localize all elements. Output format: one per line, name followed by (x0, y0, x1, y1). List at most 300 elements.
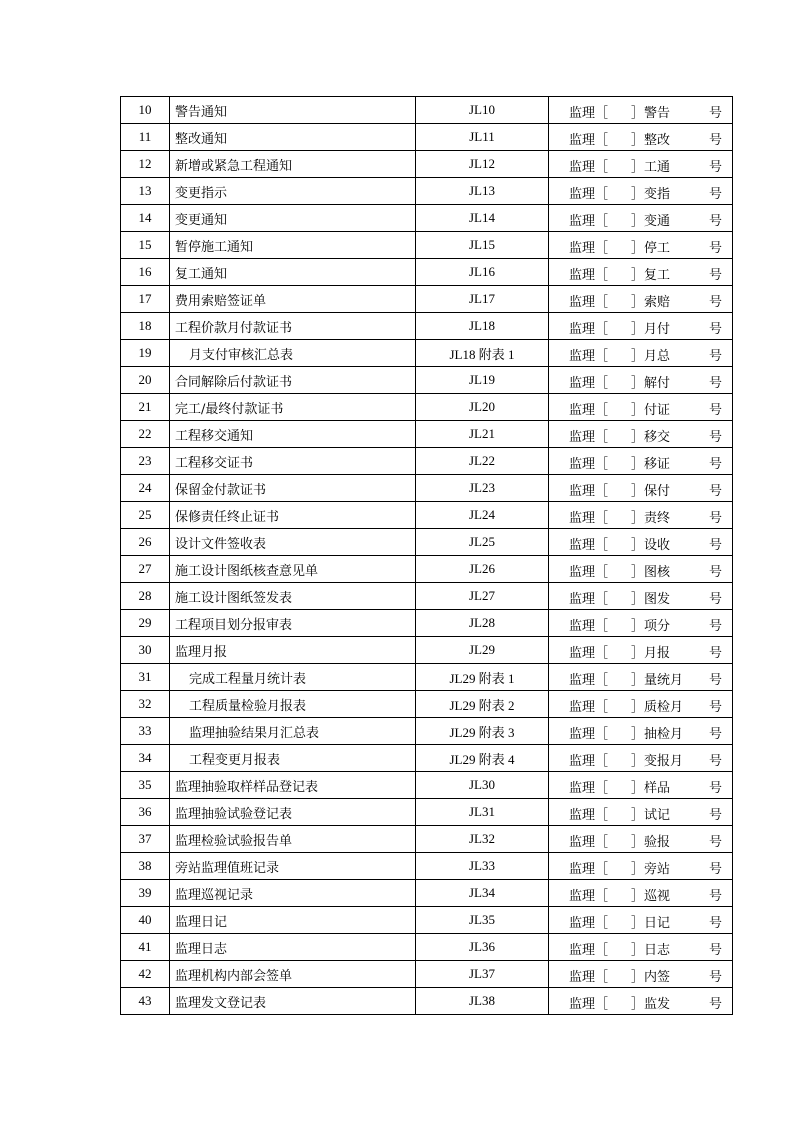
number-format-wrap (549, 286, 732, 312)
number-suffix: 号 (709, 835, 723, 850)
number-abbreviation: ］移交 (631, 430, 671, 445)
form-name: 施工设计图纸核查意见单 (170, 556, 416, 583)
number-suffix: 号 (709, 241, 723, 256)
table-row (121, 367, 733, 394)
document-number-format (549, 421, 733, 448)
form-name: 变更通知 (170, 205, 416, 232)
number-suffix: 号 (709, 160, 723, 175)
number-format-wrap (549, 934, 732, 960)
row-number: 43 (121, 988, 170, 1015)
table-row (121, 529, 733, 556)
number-prefix: 监理［ (569, 754, 609, 769)
document-number-format (549, 745, 733, 772)
number-abbreviation: ］项分 (631, 619, 671, 634)
number-suffix: 号 (709, 619, 723, 634)
document-number-format (549, 826, 733, 853)
number-format-wrap (549, 745, 732, 771)
row-number: 31 (121, 664, 170, 691)
form-name: 监理抽验取样样品登记表 (170, 772, 416, 799)
number-format-wrap (549, 664, 732, 690)
form-name: 监理检验试验报告单 (170, 826, 416, 853)
number-abbreviation: ］责终 (631, 511, 671, 526)
document-number-format (549, 988, 733, 1015)
row-number: 24 (121, 475, 170, 502)
table-row (121, 880, 733, 907)
number-format-wrap (549, 448, 732, 474)
number-format-wrap (549, 556, 732, 582)
number-suffix: 号 (709, 403, 723, 418)
number-prefix: 监理［ (569, 970, 609, 985)
number-prefix: 监理［ (569, 241, 609, 256)
number-prefix: 监理［ (569, 133, 609, 148)
document-number-format (549, 691, 733, 718)
form-name: 工程项目划分报审表 (170, 610, 416, 637)
form-name: 复工通知 (170, 259, 416, 286)
form-code: JL18 附表 1 (416, 340, 549, 367)
table-row (121, 394, 733, 421)
number-suffix: 号 (709, 214, 723, 229)
number-abbreviation: ］整改 (631, 133, 671, 148)
number-abbreviation: ］量统月 (631, 673, 684, 688)
number-abbreviation: ］设收 (631, 538, 671, 553)
number-format-wrap (549, 637, 732, 663)
form-code: JL29 (416, 637, 549, 664)
number-format-wrap (549, 988, 732, 1014)
number-prefix: 监理［ (569, 214, 609, 229)
form-code: JL25 (416, 529, 549, 556)
form-name: 保留金付款证书 (170, 475, 416, 502)
number-suffix: 号 (709, 700, 723, 715)
number-abbreviation: ］日记 (631, 916, 671, 931)
form-code: JL37 (416, 961, 549, 988)
form-name: 暂停施工通知 (170, 232, 416, 259)
number-suffix: 号 (709, 889, 723, 904)
form-name: 监理巡视记录 (170, 880, 416, 907)
document-number-format (549, 583, 733, 610)
number-format-wrap (549, 394, 732, 420)
document-number-format (549, 853, 733, 880)
form-code: JL33 (416, 853, 549, 880)
document-number-format (549, 772, 733, 799)
table-body (121, 97, 733, 1015)
number-suffix: 号 (709, 538, 723, 553)
number-format-wrap (549, 799, 732, 825)
table-row (121, 934, 733, 961)
number-abbreviation: ］月报 (631, 646, 671, 661)
form-code: JL29 附表 3 (416, 718, 549, 745)
form-name: 新增或紧急工程通知 (170, 151, 416, 178)
number-prefix: 监理［ (569, 106, 609, 121)
number-abbreviation: ］变通 (631, 214, 671, 229)
number-format-wrap (549, 718, 732, 744)
number-format-wrap (549, 205, 732, 231)
form-name: 月支付审核汇总表 (170, 340, 416, 367)
form-code: JL26 (416, 556, 549, 583)
row-number: 12 (121, 151, 170, 178)
number-format-wrap (549, 124, 732, 150)
number-abbreviation: ］变指 (631, 187, 671, 202)
row-number: 17 (121, 286, 170, 313)
document-number-format (549, 637, 733, 664)
number-prefix: 监理［ (569, 592, 609, 607)
number-abbreviation: ］复工 (631, 268, 671, 283)
form-code: JL28 (416, 610, 549, 637)
form-name: 监理日志 (170, 934, 416, 961)
row-number: 34 (121, 745, 170, 772)
number-abbreviation: ］质检月 (631, 700, 684, 715)
document-number-format (549, 880, 733, 907)
form-code: JL12 (416, 151, 549, 178)
row-number: 27 (121, 556, 170, 583)
number-abbreviation: ］样品 (631, 781, 671, 796)
number-abbreviation: ］日志 (631, 943, 671, 958)
number-format-wrap (549, 880, 732, 906)
number-format-wrap (549, 853, 732, 879)
form-code: JL13 (416, 178, 549, 205)
number-format-wrap (549, 610, 732, 636)
number-format-wrap (549, 529, 732, 555)
number-format-wrap (549, 475, 732, 501)
form-code: JL22 (416, 448, 549, 475)
table-row (121, 907, 733, 934)
row-number: 38 (121, 853, 170, 880)
number-prefix: 监理［ (569, 862, 609, 877)
form-name: 设计文件签收表 (170, 529, 416, 556)
document-number-format (549, 97, 733, 124)
row-number: 35 (121, 772, 170, 799)
form-code: JL17 (416, 286, 549, 313)
number-prefix: 监理［ (569, 295, 609, 310)
number-format-wrap (549, 907, 732, 933)
document-number-format (549, 961, 733, 988)
document-number-format (549, 394, 733, 421)
row-number: 37 (121, 826, 170, 853)
form-name: 工程变更月报表 (170, 745, 416, 772)
form-name: 工程价款月付款证书 (170, 313, 416, 340)
number-suffix: 号 (709, 187, 723, 202)
table-row (121, 313, 733, 340)
table-row (121, 205, 733, 232)
form-name: 监理抽验试验登记表 (170, 799, 416, 826)
row-number: 26 (121, 529, 170, 556)
row-number: 15 (121, 232, 170, 259)
number-suffix: 号 (709, 943, 723, 958)
table-row (121, 340, 733, 367)
table-row (121, 583, 733, 610)
form-name: 费用索赔签证单 (170, 286, 416, 313)
form-name: 监理发文登记表 (170, 988, 416, 1015)
number-suffix: 号 (709, 430, 723, 445)
form-code: JL16 (416, 259, 549, 286)
form-name: 完成工程量月统计表 (170, 664, 416, 691)
form-name: 合同解除后付款证书 (170, 367, 416, 394)
number-abbreviation: ］试记 (631, 808, 671, 823)
number-abbreviation: ］内签 (631, 970, 671, 985)
row-number: 40 (121, 907, 170, 934)
number-prefix: 监理［ (569, 430, 609, 445)
document-number-format (549, 340, 733, 367)
number-suffix: 号 (709, 457, 723, 472)
table-row (121, 745, 733, 772)
number-abbreviation: ］月付 (631, 322, 671, 337)
number-suffix: 号 (709, 646, 723, 661)
number-abbreviation: ］付证 (631, 403, 671, 418)
number-abbreviation: ］工通 (631, 160, 671, 175)
number-suffix: 号 (709, 322, 723, 337)
table-row (121, 124, 733, 151)
document-number-format (549, 313, 733, 340)
number-suffix: 号 (709, 592, 723, 607)
document-number-format (549, 664, 733, 691)
number-suffix: 号 (709, 808, 723, 823)
form-code: JL36 (416, 934, 549, 961)
number-prefix: 监理［ (569, 727, 609, 742)
number-suffix: 号 (709, 970, 723, 985)
document-number-format (549, 367, 733, 394)
number-prefix: 监理［ (569, 700, 609, 715)
row-number: 29 (121, 610, 170, 637)
form-code: JL29 附表 1 (416, 664, 549, 691)
number-prefix: 监理［ (569, 943, 609, 958)
form-code: JL21 (416, 421, 549, 448)
form-code: JL29 附表 2 (416, 691, 549, 718)
form-code: JL24 (416, 502, 549, 529)
number-prefix: 监理［ (569, 835, 609, 850)
number-suffix: 号 (709, 781, 723, 796)
form-name: 工程质量检验月报表 (170, 691, 416, 718)
row-number: 14 (121, 205, 170, 232)
number-prefix: 监理［ (569, 187, 609, 202)
number-abbreviation: ］索赔 (631, 295, 671, 310)
number-prefix: 监理［ (569, 376, 609, 391)
row-number: 19 (121, 340, 170, 367)
document-number-format (549, 259, 733, 286)
table-row (121, 151, 733, 178)
number-suffix: 号 (709, 754, 723, 769)
table-row (121, 421, 733, 448)
table-row (121, 259, 733, 286)
number-suffix: 号 (709, 106, 723, 121)
number-suffix: 号 (709, 565, 723, 580)
number-prefix: 监理［ (569, 673, 609, 688)
table-row (121, 664, 733, 691)
row-number: 10 (121, 97, 170, 124)
form-code: JL32 (416, 826, 549, 853)
number-abbreviation: ］变报月 (631, 754, 684, 769)
document-number-format (549, 529, 733, 556)
form-code: JL23 (416, 475, 549, 502)
number-prefix: 监理［ (569, 997, 609, 1012)
table-row (121, 475, 733, 502)
form-name: 警告通知 (170, 97, 416, 124)
row-number: 20 (121, 367, 170, 394)
number-format-wrap (549, 961, 732, 987)
number-suffix: 号 (709, 268, 723, 283)
number-format-wrap (549, 826, 732, 852)
form-name: 监理日记 (170, 907, 416, 934)
number-format-wrap (549, 772, 732, 798)
document-number-format (549, 475, 733, 502)
number-prefix: 监理［ (569, 916, 609, 931)
number-abbreviation: ］解付 (631, 376, 671, 391)
document-number-format (549, 286, 733, 313)
table-row (121, 97, 733, 124)
number-prefix: 监理［ (569, 808, 609, 823)
number-prefix: 监理［ (569, 781, 609, 796)
number-abbreviation: ］月总 (631, 349, 671, 364)
number-abbreviation: ］图发 (631, 592, 671, 607)
form-name: 施工设计图纸签发表 (170, 583, 416, 610)
number-prefix: 监理［ (569, 565, 609, 580)
table-row (121, 988, 733, 1015)
table-row (121, 232, 733, 259)
number-format-wrap (549, 421, 732, 447)
table-row (121, 448, 733, 475)
document-number-format (549, 610, 733, 637)
table-row (121, 610, 733, 637)
number-prefix: 监理［ (569, 457, 609, 472)
number-suffix: 号 (709, 916, 723, 931)
row-number: 11 (121, 124, 170, 151)
form-code: JL35 (416, 907, 549, 934)
number-prefix: 监理［ (569, 403, 609, 418)
table-row (121, 799, 733, 826)
form-name: 保修责任终止证书 (170, 502, 416, 529)
form-code: JL10 (416, 97, 549, 124)
form-code: JL38 (416, 988, 549, 1015)
number-prefix: 监理［ (569, 619, 609, 634)
number-format-wrap (549, 502, 732, 528)
row-number: 25 (121, 502, 170, 529)
number-suffix: 号 (709, 295, 723, 310)
document-number-format (549, 799, 733, 826)
document-number-format (549, 934, 733, 961)
number-prefix: 监理［ (569, 511, 609, 526)
table-row (121, 772, 733, 799)
table-row (121, 718, 733, 745)
number-suffix: 号 (709, 511, 723, 526)
document-number-format (549, 232, 733, 259)
number-format-wrap (549, 583, 732, 609)
document-number-format (549, 907, 733, 934)
row-number: 36 (121, 799, 170, 826)
number-suffix: 号 (709, 349, 723, 364)
number-prefix: 监理［ (569, 538, 609, 553)
form-name: 变更指示 (170, 178, 416, 205)
form-code: JL19 (416, 367, 549, 394)
form-code: JL18 (416, 313, 549, 340)
number-format-wrap (549, 367, 732, 393)
form-code: JL20 (416, 394, 549, 421)
number-abbreviation: ］旁站 (631, 862, 671, 877)
number-prefix: 监理［ (569, 349, 609, 364)
row-number: 33 (121, 718, 170, 745)
number-abbreviation: ］监发 (631, 997, 671, 1012)
row-number: 30 (121, 637, 170, 664)
document-number-format (549, 448, 733, 475)
number-suffix: 号 (709, 133, 723, 148)
table-row (121, 691, 733, 718)
form-code: JL15 (416, 232, 549, 259)
number-format-wrap (549, 313, 732, 339)
table-row (121, 178, 733, 205)
row-number: 16 (121, 259, 170, 286)
form-name: 监理机构内部会签单 (170, 961, 416, 988)
row-number: 28 (121, 583, 170, 610)
document-number-format (549, 718, 733, 745)
table-row (121, 826, 733, 853)
number-abbreviation: ］抽检月 (631, 727, 684, 742)
number-abbreviation: ］停工 (631, 241, 671, 256)
number-abbreviation: ］保付 (631, 484, 671, 499)
row-number: 13 (121, 178, 170, 205)
document-number-format (549, 502, 733, 529)
table-row (121, 286, 733, 313)
row-number: 21 (121, 394, 170, 421)
form-name: 旁站监理值班记录 (170, 853, 416, 880)
number-prefix: 监理［ (569, 160, 609, 175)
form-code: JL29 附表 4 (416, 745, 549, 772)
form-name: 完工/最终付款证书 (170, 394, 416, 421)
document-number-format (549, 556, 733, 583)
form-name: 工程移交证书 (170, 448, 416, 475)
number-prefix: 监理［ (569, 484, 609, 499)
row-number: 41 (121, 934, 170, 961)
row-number: 23 (121, 448, 170, 475)
form-code: JL34 (416, 880, 549, 907)
number-suffix: 号 (709, 862, 723, 877)
row-number: 32 (121, 691, 170, 718)
number-format-wrap (549, 97, 732, 123)
number-abbreviation: ］图核 (631, 565, 671, 580)
number-format-wrap (549, 151, 732, 177)
row-number: 42 (121, 961, 170, 988)
number-format-wrap (549, 691, 732, 717)
form-code: JL30 (416, 772, 549, 799)
row-number: 18 (121, 313, 170, 340)
table-row (121, 853, 733, 880)
table-row (121, 556, 733, 583)
number-format-wrap (549, 340, 732, 366)
form-code: JL14 (416, 205, 549, 232)
form-index-table (120, 96, 733, 1015)
number-format-wrap (549, 259, 732, 285)
number-abbreviation: ］验报 (631, 835, 671, 850)
number-suffix: 号 (709, 673, 723, 688)
form-name: 整改通知 (170, 124, 416, 151)
number-abbreviation: ］警告 (631, 106, 671, 121)
number-suffix: 号 (709, 484, 723, 499)
document-number-format (549, 151, 733, 178)
form-name: 工程移交通知 (170, 421, 416, 448)
document-number-format (549, 178, 733, 205)
number-format-wrap (549, 178, 732, 204)
number-prefix: 监理［ (569, 268, 609, 283)
form-name: 监理月报 (170, 637, 416, 664)
form-code: JL11 (416, 124, 549, 151)
number-suffix: 号 (709, 376, 723, 391)
table-row (121, 961, 733, 988)
document-number-format (549, 124, 733, 151)
number-prefix: 监理［ (569, 322, 609, 337)
document-number-format (549, 205, 733, 232)
number-abbreviation: ］巡视 (631, 889, 671, 904)
number-suffix: 号 (709, 997, 723, 1012)
number-abbreviation: ］移证 (631, 457, 671, 472)
number-prefix: 监理［ (569, 889, 609, 904)
form-code: JL27 (416, 583, 549, 610)
number-prefix: 监理［ (569, 646, 609, 661)
